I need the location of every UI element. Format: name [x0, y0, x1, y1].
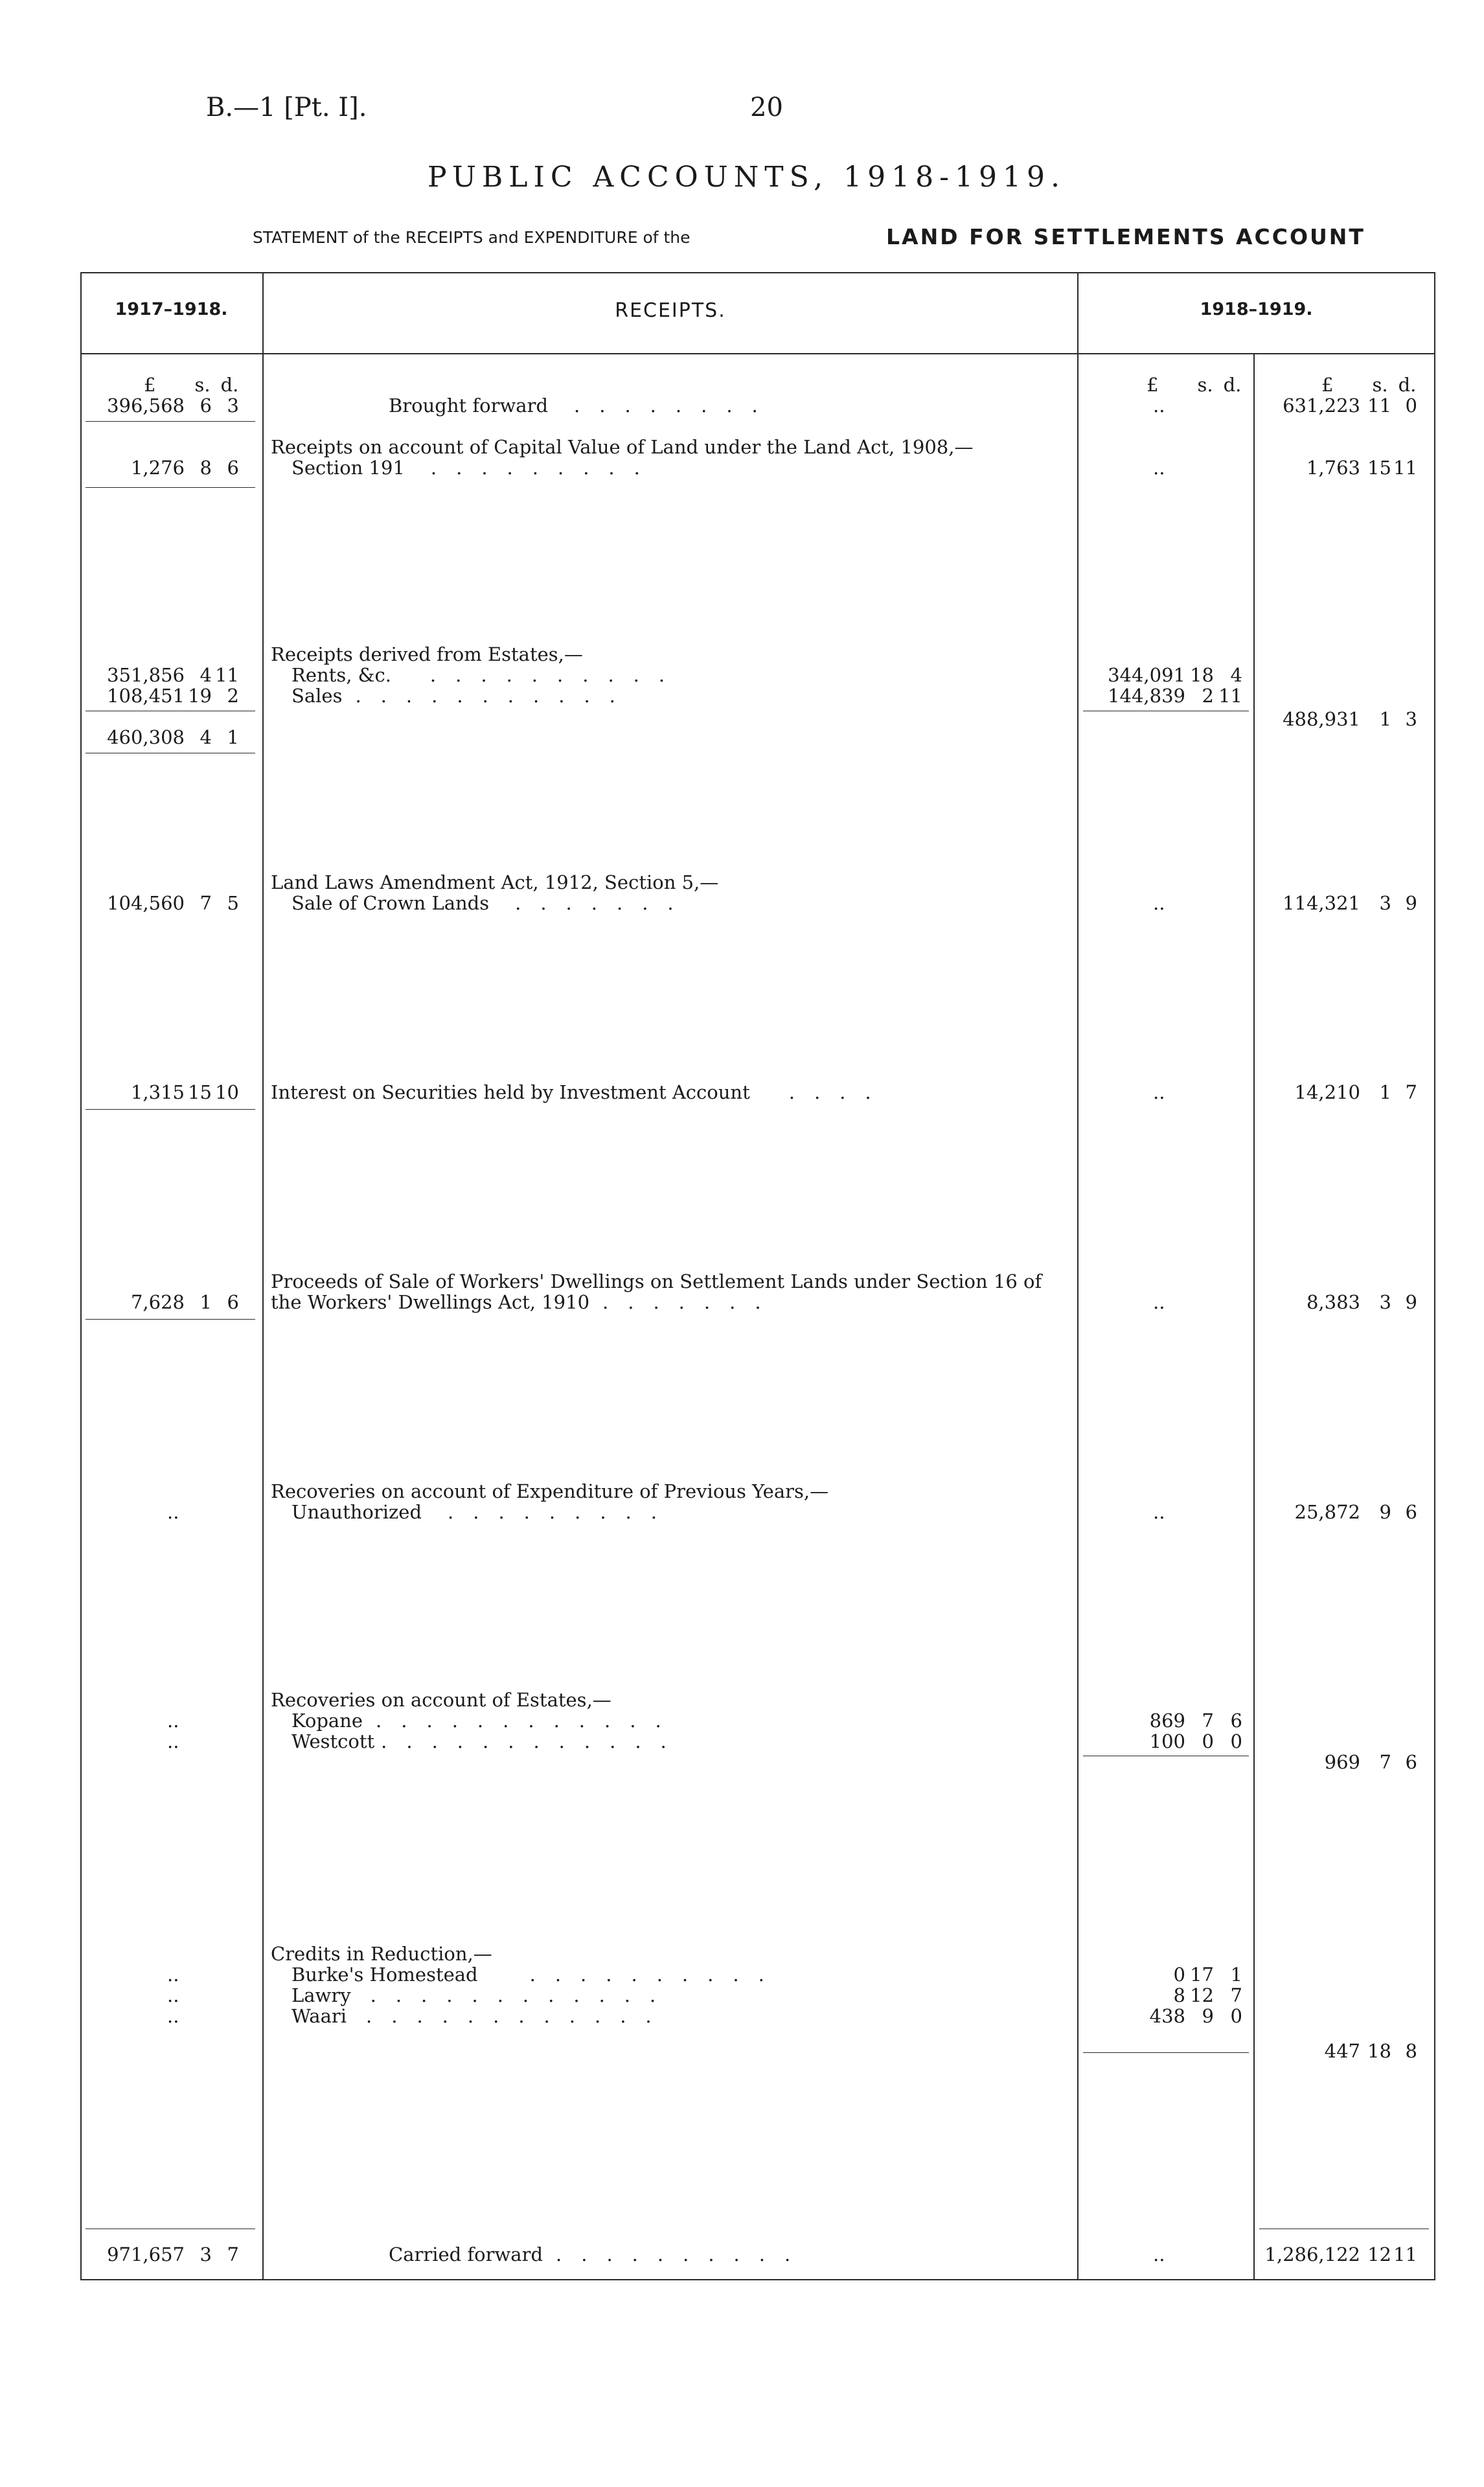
prev-amount: 104,560 7 5	[107, 892, 239, 914]
page-number: 20	[750, 93, 783, 122]
sub-amount-nil: ..	[1153, 892, 1165, 914]
prev-amount: 1,315 15 10	[130, 1081, 239, 1103]
receipt-item: Burke's Homestead ..........	[291, 1964, 784, 1986]
sub-amount: 344,091 18 4	[1108, 664, 1242, 686]
sub-amount-nil: ..	[1153, 1081, 1165, 1103]
underline	[86, 1109, 255, 1110]
sub-amount-nil: ..	[1153, 1291, 1165, 1313]
unit-heading-prev: £ s. d.	[144, 374, 239, 396]
table-left-border	[80, 272, 82, 2280]
receipt-item: Unauthorized .........	[291, 1501, 676, 1523]
sub-amount: 8 12 7	[1173, 1984, 1242, 2006]
sub-amount-nil: ..	[1153, 457, 1165, 479]
receipt-heading: Credits in Reduction,—	[271, 1943, 492, 1965]
prev-carried-forward: 971,657 3 7	[107, 2243, 239, 2265]
header-bottom-rule	[80, 353, 1435, 354]
receipt-description: Receipts on account of Capital Value of Land under the Land Act, 1908,—	[271, 436, 974, 458]
curr-carried-forward: 1,286,122 12 11	[1264, 2243, 1417, 2265]
table-right-border	[1434, 272, 1435, 2280]
carried-forward-label: Carried forward ..........	[389, 2243, 810, 2265]
receipt-heading: Land Laws Amendment Act, 1912, Section 5,—	[271, 871, 719, 893]
underline	[86, 487, 255, 488]
sub-amount: 0 17 1	[1173, 1964, 1242, 1986]
column-rule-receipts	[1077, 272, 1079, 2280]
receipt-heading: Receipts derived from Estates,—	[271, 643, 583, 665]
unit-heading-sub: £ s. d.	[1147, 374, 1242, 396]
header-receipts: RECEIPTS.	[615, 299, 726, 322]
receipt-description: Proceeds of Sale of Workers' Dwellings on Settlement Lands under Section 16 of	[271, 1270, 1042, 1292]
table-top-rule	[80, 272, 1435, 273]
curr-amount: 488,931 1 3	[1283, 708, 1417, 730]
receipt-item: Rents, &c. ..........	[291, 664, 685, 686]
receipt-item: Lawry ............	[291, 1984, 676, 2006]
prev-amount: 7,628 1 6	[130, 1291, 239, 1313]
page-title: PUBLIC ACCOUNTS, 1918-1919.	[428, 161, 1066, 194]
table-bottom-rule	[80, 2279, 1435, 2280]
prev-amount-nil: ..	[167, 1964, 179, 1986]
receipt-heading: Recoveries on account of Expenditure of Previous Years,—	[271, 1480, 829, 1502]
curr-amount: 1,763 15 11	[1306, 457, 1417, 479]
receipt-description: the Workers' Dwellings Act, 1910 .......	[271, 1291, 781, 1313]
page-reference: B.—1 [Pt. I].	[206, 93, 367, 122]
sub-amount: 869 7 6	[1149, 1710, 1242, 1732]
column-rule-sub	[1253, 353, 1255, 2279]
column-rule-prev	[262, 272, 264, 2280]
receipt-item: Waari ............	[291, 2005, 671, 2027]
prev-amount-nil: ..	[167, 2005, 179, 2027]
prev-amount-nil: ..	[167, 1501, 179, 1523]
receipt-description: Section 191 .........	[291, 457, 659, 479]
curr-amount: 14,210 1 7	[1294, 1081, 1417, 1103]
header-curr-year: 1918–1919.	[1200, 299, 1313, 319]
sub-amount: 438 9 0	[1149, 2005, 1242, 2027]
prev-amount: 108,451 19 2	[107, 685, 239, 707]
sub-amount-nil: ..	[1153, 1501, 1165, 1523]
curr-amount: 969 7 6	[1324, 1751, 1417, 1773]
underline	[86, 1319, 255, 1320]
receipt-description: Interest on Securities held by Investment Account ....	[271, 1081, 891, 1103]
prev-amount: 396,568 6 3	[107, 395, 239, 417]
sub-amount-nil: ..	[1153, 395, 1165, 417]
receipt-item: Westcott ............	[291, 1730, 686, 1752]
prev-total: 460,308 4 1	[107, 726, 239, 748]
receipt-item: Kopane ............	[291, 1710, 681, 1732]
curr-amount: 631,223 11 0	[1283, 395, 1417, 417]
brought-forward-label: Brought forward ........	[389, 395, 777, 417]
prev-amount: 351,856 4 11	[107, 664, 239, 686]
receipt-heading: Recoveries on account of Estates,—	[271, 1689, 611, 1711]
prev-amount: 1,276 8 6	[130, 457, 239, 479]
curr-amount: 8,383 3 9	[1306, 1291, 1417, 1313]
sub-amount: 144,839 2 11	[1108, 685, 1242, 707]
receipt-item: Sales ...........	[291, 685, 635, 707]
statement-subtitle-account: LAND FOR SETTLEMENTS ACCOUNT	[886, 224, 1365, 249]
sub-amount: 100 0 0	[1149, 1730, 1242, 1752]
header-prev-year: 1917–1918.	[115, 299, 228, 319]
underline	[86, 421, 255, 422]
statement-subtitle-prefix: STATEMENT of the RECEIPTS and EXPENDITURE of the	[253, 228, 691, 247]
curr-amount: 447 18 8	[1324, 2040, 1417, 2062]
prev-amount-nil: ..	[167, 1710, 179, 1732]
prev-amount-nil: ..	[167, 1730, 179, 1752]
prev-amount-nil: ..	[167, 1984, 179, 2006]
curr-amount: 25,872 9 6	[1294, 1501, 1417, 1523]
unit-heading-curr: £ s. d.	[1321, 374, 1417, 396]
receipt-item: Sale of Crown Lands .......	[291, 892, 693, 914]
sub-amount-nil: ..	[1153, 2243, 1165, 2265]
curr-amount: 114,321 3 9	[1283, 892, 1417, 914]
underline	[1083, 2052, 1249, 2053]
